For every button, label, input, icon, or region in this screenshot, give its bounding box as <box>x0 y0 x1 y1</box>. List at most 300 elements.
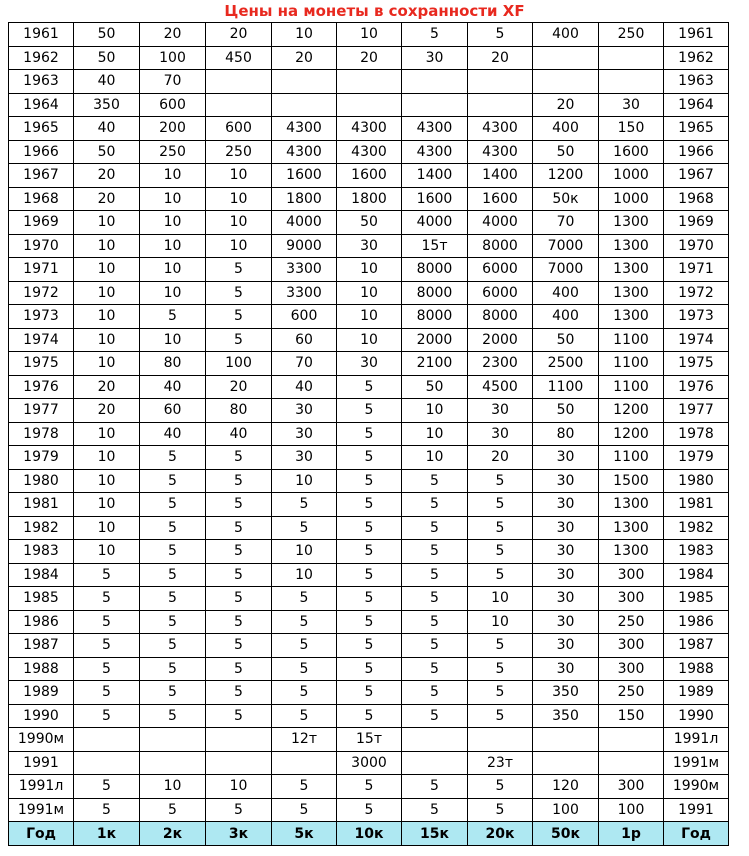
price-cell: 400 <box>533 117 599 141</box>
price-cell: 10 <box>272 23 337 47</box>
year-cell-left: 1982 <box>9 516 74 540</box>
year-cell-left: 1963 <box>9 70 74 94</box>
price-cell: 5 <box>74 610 140 634</box>
year-cell-right: 1984 <box>664 563 729 587</box>
table-row <box>9 117 729 141</box>
price-cell: 10 <box>206 234 272 258</box>
year-cell-right: 1985 <box>664 587 729 611</box>
price-cell: 20 <box>74 375 140 399</box>
price-cell <box>402 751 468 775</box>
price-cell: 20 <box>206 23 272 47</box>
table-row <box>9 540 729 564</box>
price-cell: 20 <box>74 164 140 188</box>
price-cell: 10 <box>337 328 402 352</box>
price-cell: 5 <box>272 775 337 799</box>
price-cell: 5 <box>402 657 468 681</box>
table-row <box>9 728 729 752</box>
price-cell: 1300 <box>599 540 664 564</box>
price-cell: 15т <box>402 234 468 258</box>
price-cell: 10 <box>140 328 206 352</box>
price-cell <box>402 93 468 117</box>
price-cell: 600 <box>272 305 337 329</box>
price-cell <box>206 70 272 94</box>
year-cell-left: 1974 <box>9 328 74 352</box>
table-row <box>9 352 729 376</box>
year-cell-right: 1969 <box>664 211 729 235</box>
price-cell: 600 <box>206 117 272 141</box>
price-cell: 1600 <box>468 187 533 211</box>
price-cell: 70 <box>140 70 206 94</box>
price-cell <box>272 70 337 94</box>
year-cell-left: 1990 <box>9 704 74 728</box>
footer-cell-year: Год <box>9 822 74 846</box>
year-cell-left: 1962 <box>9 46 74 70</box>
price-cell: 80 <box>140 352 206 376</box>
price-cell: 10 <box>272 540 337 564</box>
price-cell: 80 <box>206 399 272 423</box>
price-cell: 5 <box>140 540 206 564</box>
price-cell: 1400 <box>468 164 533 188</box>
price-cell: 5 <box>402 23 468 47</box>
price-cell: 5 <box>402 540 468 564</box>
price-cell: 5 <box>272 798 337 822</box>
price-cell: 30 <box>337 352 402 376</box>
year-cell-left: 1969 <box>9 211 74 235</box>
price-cell <box>337 70 402 94</box>
year-cell-right: 1964 <box>664 93 729 117</box>
price-cell: 1100 <box>599 375 664 399</box>
price-cell: 5 <box>206 634 272 658</box>
price-cell: 250 <box>599 610 664 634</box>
price-cell: 1100 <box>599 328 664 352</box>
price-cell: 5 <box>272 493 337 517</box>
price-cell: 4300 <box>402 117 468 141</box>
price-cell: 50 <box>74 140 140 164</box>
price-cell: 100 <box>140 46 206 70</box>
price-cell: 5 <box>140 563 206 587</box>
price-cell: 50 <box>337 211 402 235</box>
footer-cell-2k: 2к <box>140 822 206 846</box>
year-cell-right: 1961 <box>664 23 729 47</box>
year-cell-right: 1965 <box>664 117 729 141</box>
footer-cell-year-right: Год <box>664 822 729 846</box>
price-cell: 5 <box>337 634 402 658</box>
price-cell: 5 <box>468 469 533 493</box>
price-cell: 250 <box>599 681 664 705</box>
price-cell: 1100 <box>599 446 664 470</box>
price-cell: 10 <box>74 469 140 493</box>
price-cell: 5 <box>206 328 272 352</box>
price-cell: 5 <box>272 587 337 611</box>
price-cell: 20 <box>337 46 402 70</box>
year-cell-left: 1991м <box>9 798 74 822</box>
price-cell: 150 <box>599 704 664 728</box>
year-cell-left: 1975 <box>9 352 74 376</box>
price-cell: 30 <box>533 469 599 493</box>
year-cell-right: 1976 <box>664 375 729 399</box>
price-cell: 5 <box>206 281 272 305</box>
price-cell: 4300 <box>468 117 533 141</box>
price-cell <box>74 728 140 752</box>
price-cell: 1400 <box>402 164 468 188</box>
price-cell: 10 <box>337 305 402 329</box>
price-cell: 5 <box>140 634 206 658</box>
year-cell-right: 1983 <box>664 540 729 564</box>
year-cell-right: 1990м <box>664 775 729 799</box>
year-cell-left: 1978 <box>9 422 74 446</box>
price-cell: 30 <box>533 540 599 564</box>
price-cell: 5 <box>206 798 272 822</box>
price-cell: 5 <box>337 798 402 822</box>
year-cell-right: 1991л <box>664 728 729 752</box>
price-cell: 4500 <box>468 375 533 399</box>
price-cell <box>468 728 533 752</box>
price-cell: 10 <box>402 446 468 470</box>
price-cell <box>468 70 533 94</box>
table-row <box>9 775 729 799</box>
year-cell-right: 1981 <box>664 493 729 517</box>
table-row <box>9 281 729 305</box>
year-cell-left: 1976 <box>9 375 74 399</box>
price-cell: 1000 <box>599 164 664 188</box>
price-cell: 10 <box>74 446 140 470</box>
price-cell: 30 <box>468 399 533 423</box>
price-cell: 1600 <box>599 140 664 164</box>
price-cell: 7000 <box>533 258 599 282</box>
year-cell-left: 1980 <box>9 469 74 493</box>
year-cell-right: 1971 <box>664 258 729 282</box>
price-cell: 5 <box>140 681 206 705</box>
price-cell: 350 <box>74 93 140 117</box>
price-cell: 12т <box>272 728 337 752</box>
price-cell: 20 <box>272 46 337 70</box>
price-cell <box>533 751 599 775</box>
price-cell: 4300 <box>337 140 402 164</box>
price-cell <box>206 751 272 775</box>
price-cell: 5 <box>337 516 402 540</box>
price-cell: 40 <box>74 70 140 94</box>
year-cell-right: 1980 <box>664 469 729 493</box>
year-cell-left: 1972 <box>9 281 74 305</box>
price-cell: 20 <box>468 446 533 470</box>
price-cell: 20 <box>74 399 140 423</box>
price-cell: 5 <box>468 775 533 799</box>
price-cell: 2000 <box>468 328 533 352</box>
price-cell: 5 <box>206 493 272 517</box>
price-cell: 5 <box>206 681 272 705</box>
price-cell: 5 <box>402 587 468 611</box>
table-row <box>9 516 729 540</box>
price-cell: 1200 <box>533 164 599 188</box>
price-cell: 20 <box>206 375 272 399</box>
price-cell: 5 <box>337 775 402 799</box>
price-cell: 5 <box>272 704 337 728</box>
price-cell: 40 <box>206 422 272 446</box>
price-cell: 5 <box>206 563 272 587</box>
price-cell: 10 <box>140 187 206 211</box>
price-cell: 4300 <box>272 140 337 164</box>
price-cell: 10 <box>74 422 140 446</box>
price-cell: 1300 <box>599 516 664 540</box>
price-cell: 5 <box>337 493 402 517</box>
price-cell: 5 <box>140 704 206 728</box>
page-title: Цены на монеты в сохранности XF <box>224 2 525 20</box>
price-cell: 5 <box>206 587 272 611</box>
price-cell: 10 <box>140 234 206 258</box>
price-cell: 1500 <box>599 469 664 493</box>
price-cell: 5 <box>337 704 402 728</box>
footer-cell-10k: 10к <box>337 822 402 846</box>
price-cell: 9000 <box>272 234 337 258</box>
footer-cell-15k: 15к <box>402 822 468 846</box>
price-cell: 1300 <box>599 281 664 305</box>
price-cell: 10 <box>140 258 206 282</box>
price-cell: 5 <box>468 540 533 564</box>
year-cell-right: 1982 <box>664 516 729 540</box>
price-cell: 5 <box>337 681 402 705</box>
price-cell: 50к <box>533 187 599 211</box>
price-cell: 120 <box>533 775 599 799</box>
price-cell <box>272 93 337 117</box>
price-cell: 5 <box>468 23 533 47</box>
price-cell: 5 <box>74 657 140 681</box>
price-cell: 1600 <box>337 164 402 188</box>
price-cell: 5 <box>402 563 468 587</box>
price-cell: 1600 <box>402 187 468 211</box>
price-cell: 5 <box>402 469 468 493</box>
year-cell-right: 1989 <box>664 681 729 705</box>
price-cell: 30 <box>533 446 599 470</box>
price-cell <box>140 751 206 775</box>
price-cell: 100 <box>599 798 664 822</box>
table-row <box>9 587 729 611</box>
price-cell: 10 <box>74 516 140 540</box>
year-cell-left: 1967 <box>9 164 74 188</box>
price-cell: 5 <box>337 610 402 634</box>
price-cell: 4300 <box>402 140 468 164</box>
price-cell <box>337 93 402 117</box>
year-cell-left: 1973 <box>9 305 74 329</box>
price-cell: 80 <box>533 422 599 446</box>
table-row <box>9 681 729 705</box>
year-cell-right: 1970 <box>664 234 729 258</box>
price-cell <box>74 751 140 775</box>
price-cell: 400 <box>533 305 599 329</box>
price-cell: 70 <box>533 211 599 235</box>
price-cell: 30 <box>533 493 599 517</box>
price-cell: 50 <box>533 140 599 164</box>
price-cell: 20 <box>74 187 140 211</box>
price-cell: 5 <box>206 258 272 282</box>
price-cell: 10 <box>74 234 140 258</box>
year-cell-left: 1983 <box>9 540 74 564</box>
price-cell: 10 <box>74 211 140 235</box>
table-row <box>9 704 729 728</box>
price-cell: 5 <box>206 610 272 634</box>
price-cell: 4300 <box>337 117 402 141</box>
price-cell: 5 <box>74 634 140 658</box>
price-cell: 5 <box>206 704 272 728</box>
table-row <box>9 446 729 470</box>
price-cell: 10 <box>402 399 468 423</box>
price-cell: 5 <box>140 657 206 681</box>
year-cell-right: 1962 <box>664 46 729 70</box>
price-cell: 5 <box>337 587 402 611</box>
price-cell: 20 <box>533 93 599 117</box>
table-row <box>9 23 729 47</box>
price-cell: 40 <box>74 117 140 141</box>
price-cell: 5 <box>402 681 468 705</box>
price-cell: 10 <box>468 610 533 634</box>
price-cell: 350 <box>533 704 599 728</box>
year-cell-right: 1990 <box>664 704 729 728</box>
table-body <box>9 23 729 846</box>
price-cell: 1100 <box>599 352 664 376</box>
table-row <box>9 634 729 658</box>
footer-cell-20k: 20к <box>468 822 533 846</box>
price-cell: 30 <box>272 446 337 470</box>
price-cell <box>206 93 272 117</box>
price-cell: 50 <box>402 375 468 399</box>
year-cell-left: 1981 <box>9 493 74 517</box>
year-cell-left: 1966 <box>9 140 74 164</box>
price-cell: 5 <box>74 563 140 587</box>
table-row <box>9 399 729 423</box>
price-cell: 8000 <box>468 234 533 258</box>
year-cell-right: 1974 <box>664 328 729 352</box>
price-cell: 2300 <box>468 352 533 376</box>
year-cell-right: 1991 <box>664 798 729 822</box>
price-cell: 5 <box>468 798 533 822</box>
price-cell: 1300 <box>599 234 664 258</box>
table-row <box>9 234 729 258</box>
price-cell: 5 <box>140 516 206 540</box>
price-cell: 5 <box>74 775 140 799</box>
year-cell-left: 1991 <box>9 751 74 775</box>
year-cell-left: 1970 <box>9 234 74 258</box>
price-cell: 30 <box>533 516 599 540</box>
price-cell: 5 <box>206 657 272 681</box>
year-cell-right: 1967 <box>664 164 729 188</box>
price-cell: 10 <box>206 775 272 799</box>
footer-cell-50k: 50к <box>533 822 599 846</box>
price-cell: 4300 <box>272 117 337 141</box>
year-cell-right: 1973 <box>664 305 729 329</box>
price-cell: 10 <box>402 422 468 446</box>
price-cell: 20 <box>468 46 533 70</box>
price-cell: 1100 <box>533 375 599 399</box>
price-cell: 1800 <box>337 187 402 211</box>
price-cell <box>402 728 468 752</box>
table-row <box>9 46 729 70</box>
price-cell: 1300 <box>599 305 664 329</box>
price-cell: 5 <box>402 704 468 728</box>
price-cell: 300 <box>599 587 664 611</box>
year-cell-right: 1963 <box>664 70 729 94</box>
price-cell: 1800 <box>272 187 337 211</box>
price-cell: 5 <box>337 563 402 587</box>
price-cell: 10 <box>272 563 337 587</box>
table-row <box>9 798 729 822</box>
price-cell: 4000 <box>468 211 533 235</box>
price-cell: 30 <box>272 422 337 446</box>
price-cell: 10 <box>337 281 402 305</box>
price-cell: 250 <box>206 140 272 164</box>
price-cell: 50 <box>533 328 599 352</box>
price-cell: 5 <box>337 446 402 470</box>
price-cell: 10 <box>74 281 140 305</box>
price-cell: 5 <box>206 540 272 564</box>
price-cell: 30 <box>599 93 664 117</box>
year-cell-left: 1986 <box>9 610 74 634</box>
price-cell: 10 <box>272 469 337 493</box>
year-cell-left: 1989 <box>9 681 74 705</box>
price-cell: 5 <box>337 469 402 493</box>
price-cell: 23т <box>468 751 533 775</box>
price-cell: 60 <box>140 399 206 423</box>
price-cell: 5 <box>74 704 140 728</box>
price-cell: 2500 <box>533 352 599 376</box>
price-cell: 15т <box>337 728 402 752</box>
price-cell: 300 <box>599 657 664 681</box>
price-cell: 150 <box>599 117 664 141</box>
year-cell-right: 1972 <box>664 281 729 305</box>
table-row <box>9 258 729 282</box>
price-cell <box>599 70 664 94</box>
price-cell: 5 <box>74 587 140 611</box>
price-cell: 200 <box>140 117 206 141</box>
price-cell: 5 <box>140 798 206 822</box>
year-cell-right: 1991м <box>664 751 729 775</box>
price-cell: 5 <box>337 540 402 564</box>
year-cell-left: 1968 <box>9 187 74 211</box>
price-cell: 5 <box>140 610 206 634</box>
price-cell: 1200 <box>599 422 664 446</box>
price-cell: 5 <box>468 704 533 728</box>
price-cell: 450 <box>206 46 272 70</box>
price-cell: 1000 <box>599 187 664 211</box>
price-cell: 10 <box>74 352 140 376</box>
price-cell: 5 <box>402 493 468 517</box>
price-cell <box>468 93 533 117</box>
footer-cell-5k: 5к <box>272 822 337 846</box>
price-cell: 8000 <box>402 281 468 305</box>
price-cell: 30 <box>533 610 599 634</box>
price-cell: 100 <box>206 352 272 376</box>
price-cell <box>206 728 272 752</box>
price-cell: 10 <box>140 281 206 305</box>
price-cell: 5 <box>402 775 468 799</box>
price-cell: 40 <box>140 422 206 446</box>
price-cell: 300 <box>599 775 664 799</box>
footer-cell-3k: 3к <box>206 822 272 846</box>
price-cell: 10 <box>74 328 140 352</box>
price-cell: 1300 <box>599 211 664 235</box>
price-cell: 10 <box>74 493 140 517</box>
price-cell: 1200 <box>599 399 664 423</box>
price-cell <box>599 728 664 752</box>
price-cell: 1300 <box>599 493 664 517</box>
year-cell-left: 1961 <box>9 23 74 47</box>
price-cell: 5 <box>337 422 402 446</box>
price-cell: 6000 <box>468 281 533 305</box>
price-cell: 5 <box>74 798 140 822</box>
price-cell: 5 <box>140 305 206 329</box>
price-cell <box>272 751 337 775</box>
price-cell: 300 <box>599 563 664 587</box>
year-cell-left: 1971 <box>9 258 74 282</box>
price-cell: 30 <box>337 234 402 258</box>
